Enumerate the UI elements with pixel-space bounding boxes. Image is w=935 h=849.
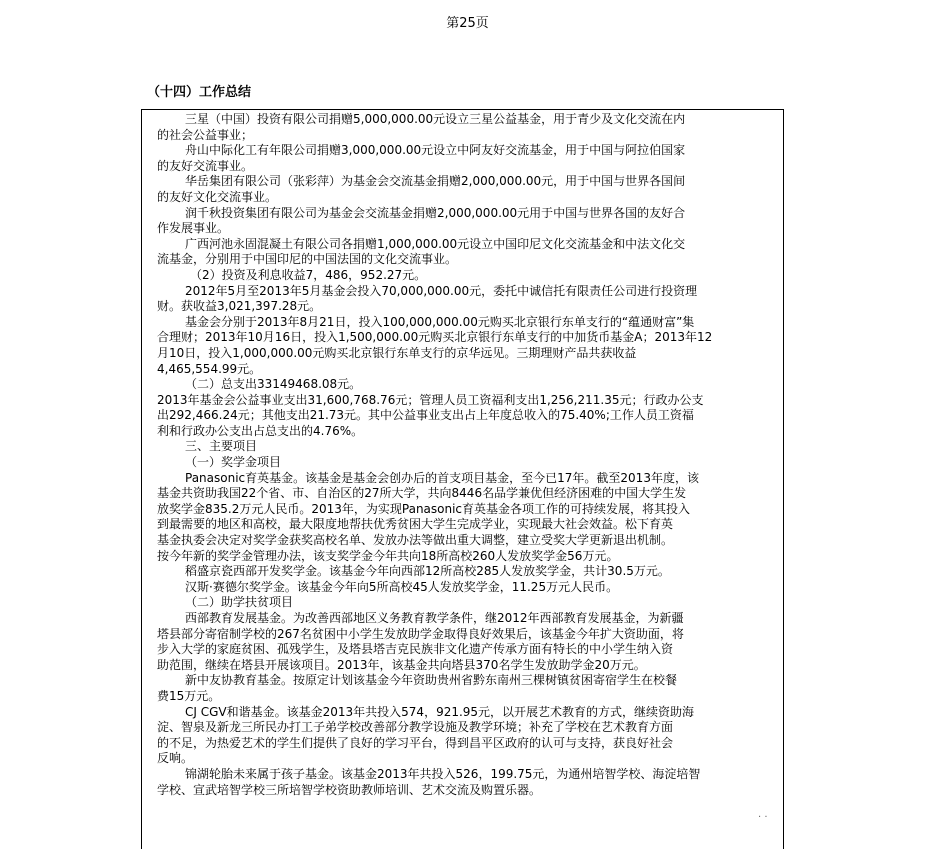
text-line: 4,465,554.99元。 [157,361,262,376]
text-line: 三、主要项目 [185,439,258,454]
text-line: 舟山中际化工有年限公司捐赠3,000,000.00元设立中阿友好交流基金，用于中国与阿拉伯国家 [185,143,686,158]
text-line: 的友好交流事业。 [157,158,254,173]
text-line: 费15万元。 [157,688,221,703]
text-line: 的社会公益事业； [157,127,254,142]
text-line: 稻盛京瓷西部开发奖学金。该基金今年向西部12所高校285人发放奖学金，共计30.5万元。 [185,564,670,579]
text-line: 汉斯·赛德尔奖学金。该基金今年向5所高校45人发放奖学金，11.25万元人民币。 [185,579,619,594]
text-line: 放奖学金835.2万元人民币。2013年，为实现Panasonic育英基金各项工作的可持续发展，将其投入 [157,501,691,516]
text-line: 月10日，投入1,000,000.00元购买北京银行东单支行的京华远见。三期理财产品共获收益 [157,345,637,360]
text-line: 到最需要的地区和高校，最大限度地帮扶优秀贫困大学生完成学业，实现最大社会效益。松下育英 [157,517,674,532]
text-line: 的友好文化交流事业。 [157,189,278,204]
text-line: 财。获收益3,021,397.28元。 [157,299,322,314]
text-line: 学校、宣武培智学校三所培智学校资助教师培训、艺术交流及购置乐器。 [157,782,542,797]
text-line: Panasonic育英基金。该基金是基金会创办后的首支项目基金，至今已17年。截至2013年度，该 [185,470,699,485]
text-line: CJ CGV和谐基金。该基金2013年共投入574，921.95元，以开展艺术教育的方式，继续资助海 [185,704,695,719]
text-line: 三星（中国）投资有限公司捐赠5,000,000.00元设立三星公益基金，用于青少及文化交流在内 [185,112,686,126]
page-number: 第25页 [446,16,489,31]
text-line: 基金会分别于2013年8月21日，投入100,000,000.00元购买北京银行东单支行的“蕴通财富”集 [185,314,695,329]
text-line: 合理财；2013年10月16日，投入1,500,000.00元购买北京银行东单支行的中加货币基金A；2013年12 [157,330,713,345]
text-line: 的不足，为热爱艺术的学生们提供了良好的学习平台，得到昌平区政府的认可与支持，获良好社会 [157,735,674,750]
text-line: 反响。 [157,751,194,766]
text-line: 新中友协教育基金。按原定计划该基金今年资助贵州省黔东南州三棵树镇贫困寄宿学生在校餐 [185,673,678,688]
text-line: 2013年基金会公益事业支出31,600,768.76元；管理人员工资福利支出1,256,211.35元；行政办公支 [157,392,704,407]
text-line: 作发展事业。 [157,221,230,236]
text-line: 按今年新的奖学金管理办法，该支奖学金今年共向18所高校260人发放奖学金56万元。 [157,548,619,563]
text-line: 塔县部分寄宿制学校的267名贫困中小学生发放助学金取得良好效果后，该基金今年扩大资助面，将 [157,626,684,641]
text-line: 基金执委会决定对奖学金获奖高校名单、发放办法等做出重大调整，建立受奖大学更新退出机制。 [157,533,674,548]
text-line: 基金共资助我国22个省、市、自治区的27所大学，共向8446名品学兼优但经济困难的中国大学生发 [157,486,687,501]
text-line: 2012年5月至2013年5月基金会投入70,000,000.00元，委托中诚信托有限责任公司进行投资理 [185,283,698,298]
text-line: 润千秋投资集团有限公司为基金会交流基金捐赠2,000,000.00元用于中国与世界各国的友好合 [185,205,686,220]
text-line: 华岳集团有限公司（张彩萍）为基金会交流基金捐赠2,000,000.00元，用于中国与世界各国间 [185,174,686,189]
text-line: 步入大学的家庭贫困、孤残学生，及塔县塔吉克民族非文化遗产传承方面有特长的中小学生纳入资 [157,642,674,657]
text-line: 出292,466.24元；其他支出21.73元。其中公益事业支出占上年度总收入的75.40%;工作人员工资福 [157,408,694,423]
text-line: 利和行政办公支出占总支出的4.76%。 [157,423,364,438]
text-line: （一）奖学金项目 [185,455,282,470]
text-line: 西部教育发展基金。为改善西部地区义务教育教学条件，继2012年西部教育发展基金，为新疆 [185,611,684,625]
text-line: 广西河池永固混凝土有限公司各捐赠1,000,000.00元设立中国印尼文化交流基金和中法文化交 [185,236,686,251]
text-line: 助范围，继续在塔县开展该项目。2013年，该基金共向塔县370名学生发放助学金20万元。 [157,657,646,672]
crop-mark: · · [758,812,768,823]
text-line: 淀、智泉及新龙三所民办打工子弟学校改善部分教学设施及教学环境；补充了学校在艺术教育方面 [157,720,674,735]
document-body [157,112,769,798]
section-title: （十四）工作总结 [147,85,252,100]
text-line: （二）总支出33149468.08元。 [185,377,362,392]
text-line: 锦湖轮胎未来属于孩子基金。该基金2013年共投入526，199.75元，为通州培智学校、海淀培智 [185,766,701,781]
text-line: （二）助学扶贫项目 [185,595,294,610]
text-line: 流基金，分别用于中国印尼的中国法国的文化交流事业。 [157,252,458,267]
text-line: （2）投资及利息收益7，486，952.27元。 [190,267,427,282]
